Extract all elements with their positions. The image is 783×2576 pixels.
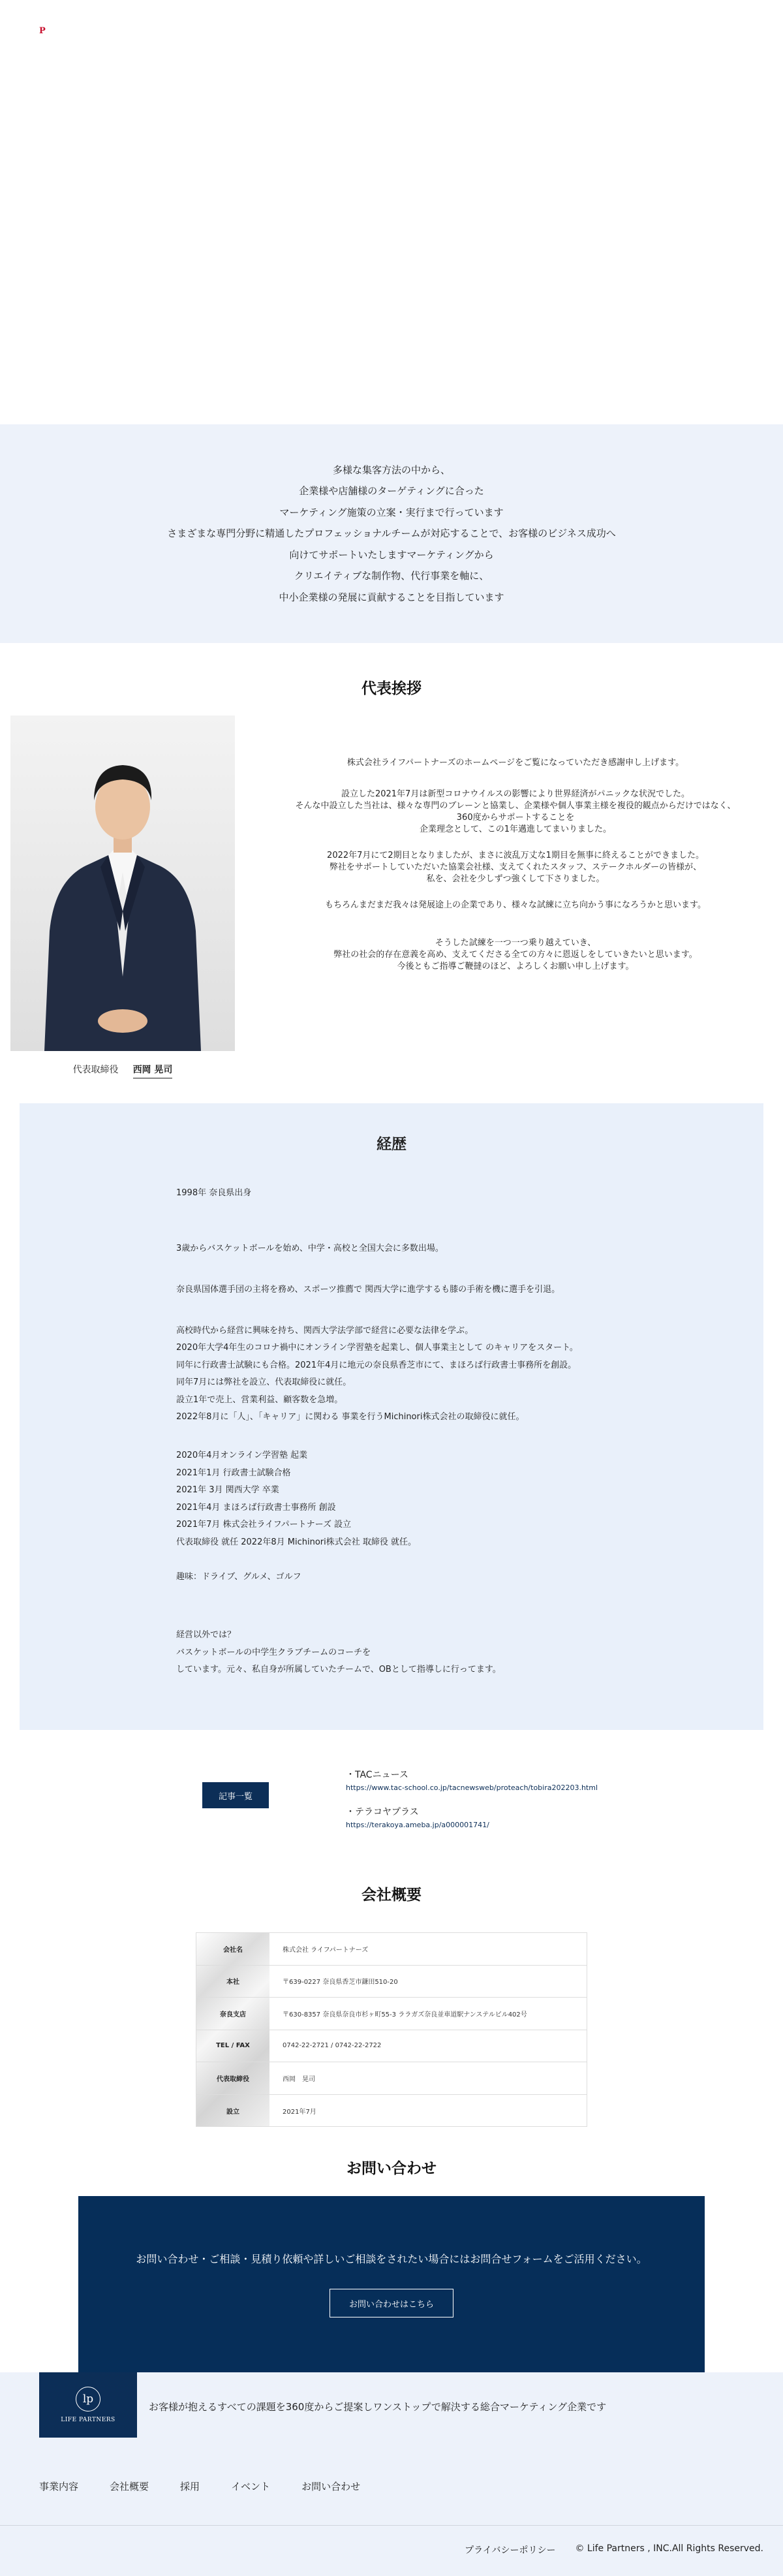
table-key: 設立 bbox=[226, 2108, 239, 2116]
career-line: 趣味：ドライブ、グルメ、ゴルフ bbox=[176, 1571, 301, 1582]
greeting-paragraph: 株式会社ライフパートナーズのホームページをご覧になっていただき感謝申し上げます。 bbox=[346, 758, 684, 768]
table-value: 〒639-0227 奈良県香芝市鎌田510-20 bbox=[283, 1979, 398, 1987]
contact-button[interactable]: お問い合わせはこちら bbox=[330, 2289, 453, 2317]
table-key: 会社名 bbox=[223, 1946, 243, 1954]
career-line: 2020年4月オンライン学習塾 起業 bbox=[176, 1451, 308, 1460]
table-value: 〒630-8357 奈良県奈良市杉ヶ町55-3 ララガズ奈良並車道駅ナンステルビル402号 bbox=[283, 2011, 527, 2018]
footer-nav-recruit[interactable]: 採用 bbox=[180, 2481, 200, 2492]
footer-bottom bbox=[465, 2543, 763, 2556]
footer-nav-contact[interactable]: お問い合わせ bbox=[301, 2481, 361, 2492]
logo-wordmark: LIFE PARTNERS bbox=[61, 2417, 115, 2423]
table-row bbox=[196, 2095, 587, 2128]
career-line: しています。元々、私自身が所属していたチームで、OBとして指導しに行ってます。 bbox=[176, 1665, 501, 1674]
table-row bbox=[196, 1998, 587, 2030]
career-line: バスケットボールの中学生クラブチームのコーチを bbox=[176, 1647, 371, 1657]
table-value: 西岡 晃司 bbox=[283, 2075, 315, 2083]
greeting-paragraph: もちろんまだまだ我々は発展途上の企業であり、様々な試練に立ち向かう事になろうかと思います。 bbox=[325, 900, 706, 910]
footer-nav-event[interactable]: イベント bbox=[231, 2481, 271, 2492]
representative-caption bbox=[10, 1063, 235, 1078]
privacy-policy-link[interactable]: プライバシーポリシー bbox=[465, 2545, 556, 2556]
mission-line: マーケティング施策の立案・実行まで行っています bbox=[279, 506, 504, 518]
logo-emblem: lp bbox=[76, 2387, 100, 2411]
news-item-title[interactable]: ・テラコヤプラス bbox=[346, 1807, 419, 1817]
footer-divider bbox=[0, 2525, 783, 2526]
career-line: 2021年4月 まほろば行政書士事務所 創設 bbox=[176, 1502, 336, 1513]
company-title: 会社概要 bbox=[361, 1887, 422, 1904]
article-list-button[interactable]: 記事一覧 bbox=[202, 1782, 269, 1808]
career-line: 2021年7月 株式会社ライフパートナーズ 設立 bbox=[176, 1520, 352, 1530]
footer-tagline: お客様が抱えるすべての課題を360度からご提案しワンストップで解決する総合マーケティング企業です bbox=[149, 2401, 607, 2413]
career-line: 代表取締役 就任 2022年8月 Michinori株式会社 取締役 就任。 bbox=[176, 1537, 416, 1547]
person-illustration bbox=[10, 715, 235, 1051]
career-line: 2022年8月に「人」、「キャリア」に関わる 事業を行うMichinori株式会社の取締役に就任。 bbox=[176, 1412, 525, 1422]
table-key: 本社 bbox=[226, 1979, 239, 1987]
career-line: 2020年大学4年生のコロナ禍中にオンライン学習塾を起業し、個人事業主として のキャリアをスタート。 bbox=[176, 1343, 578, 1353]
news-item[interactable] bbox=[346, 1805, 489, 1829]
career-line: 同年に行政書士試験にも合格。2021年4月に地元の奈良県香芝市にて、まほろば行政書士事務所を創設。 bbox=[176, 1360, 577, 1370]
table-row bbox=[196, 1933, 587, 1966]
table-key: 奈良支店 bbox=[220, 2011, 246, 2018]
greeting-paragraph: 2022年7月にて2期目となりましたが、まさに波乱万丈な1期目を無事に終えることができました。 弊社をサポートしていただいた協業会社様、支えてくれたスタッフ、ステークホルダーの皆様が、 私を、会社を少しずつ強くして下さりました。 bbox=[327, 851, 704, 884]
greeting-paragraph: そうした試練を一つ一つ乗り越えていき、 弊社の社会的存在意義を高め、支えてくださる全ての方々に恩返しをしていきたいと思います。 今後ともご指導ご鞭撻のほど、よろしくお願い申し上げます。 bbox=[333, 938, 698, 971]
footer-nav bbox=[39, 2479, 392, 2493]
greeting-paragraph: 設立した2021年7月は新型コロナウイルスの影響により世界経済がパニックな状況でした。 そんな中設立した当社は、様々な専門のブレーンと協業し、企業様や個人事業主様を複役的観点からだけではなく、 360度からサポートすることを 企業理念として、この1年邁進してまいりました。 bbox=[295, 789, 736, 834]
table-key: TEL / FAX bbox=[216, 2042, 250, 2050]
career-line: 設立1年で売上、営業利益、顧客数を急増。 bbox=[176, 1394, 343, 1405]
career-line: 同年7月には弊社を設立、代表取締役に就任。 bbox=[176, 1377, 352, 1387]
contact-title: お問い合わせ bbox=[346, 2160, 437, 2177]
mission-line: 向けてサポートいたしますマーケティングから bbox=[289, 548, 494, 561]
career-section bbox=[20, 1103, 763, 1730]
representative-photo bbox=[10, 715, 235, 1051]
table-value: 2021年7月 bbox=[283, 2108, 316, 2116]
career-line: 経営以外では？ bbox=[176, 1630, 236, 1640]
career-body bbox=[176, 1185, 711, 1679]
table-row bbox=[196, 2062, 587, 2095]
contact-message: お問い合わせ・ご相談・見積り依頼や詳しいご相談をされたい場合にはお問合せフォームをご活用ください。 bbox=[136, 2253, 647, 2265]
career-line: 1998年 奈良県出身 bbox=[176, 1188, 252, 1198]
greeting-title: 代表挨拶 bbox=[361, 680, 422, 697]
table-row bbox=[196, 2030, 587, 2063]
news-item-url[interactable]: https://terakoya.ameba.jp/a000001741/ bbox=[346, 1821, 489, 1829]
table-key: 代表取締役 bbox=[217, 2075, 249, 2083]
footer-nav-company[interactable]: 会社概要 bbox=[110, 2481, 149, 2492]
mission-line: 企業様や店舗様のターゲティングに合った bbox=[299, 485, 484, 497]
footer-logo[interactable] bbox=[39, 2372, 137, 2438]
mission-section bbox=[0, 424, 783, 643]
table-value: 0742-22-2721 / 0742-22-2722 bbox=[283, 2042, 382, 2050]
mission-line: 多様な集客方法の中から、 bbox=[332, 463, 450, 476]
news-item-title[interactable]: ・TACニュース bbox=[346, 1770, 408, 1780]
contact-banner bbox=[78, 2196, 705, 2372]
career-line: 2021年 3月 関西大学 卒業 bbox=[176, 1485, 279, 1495]
table-value: 株式会社 ライフパートナーズ bbox=[283, 1946, 369, 1954]
mission-line: 中小企業様の発展に貢献することを目指しています bbox=[279, 591, 504, 603]
news-item[interactable] bbox=[346, 1768, 598, 1792]
hero-section bbox=[0, 0, 783, 424]
footer bbox=[0, 2372, 783, 2576]
career-title: 経歴 bbox=[376, 1136, 407, 1153]
mission-line: さまざまな専門分野に精通したプロフェッショナルチームが対応することで、お客様のビジネス成功へ bbox=[167, 527, 616, 540]
header-logo[interactable]: P bbox=[39, 26, 46, 36]
career-line: 2021年1月 行政書士試験合格 bbox=[176, 1468, 291, 1478]
career-line: 奈良県国体選手団の主将を務め、スポーツ推薦で 関西大学に進学するも膝の手術を機に選手を引退。 bbox=[176, 1284, 560, 1295]
company-table bbox=[196, 1932, 587, 2127]
footer-nav-business[interactable]: 事業内容 bbox=[39, 2481, 79, 2492]
mission-line: クリエイティブな制作物、代行事業を軸に、 bbox=[294, 570, 489, 582]
greeting-message bbox=[261, 757, 770, 987]
news-item-url[interactable]: https://www.tac-school.co.jp/tacnewsweb/proteach/tobira202203.html bbox=[346, 1783, 598, 1792]
representative-role: 代表取締役 bbox=[72, 1065, 119, 1075]
copyright: © Life Partners , INC.All Rights Reserved. bbox=[575, 2543, 763, 2554]
career-line: 高校時代から経営に興味を持ち、関西大学法学部で経営に必要な法律を学ぶ。 bbox=[176, 1325, 474, 1336]
career-line: 3歳からバスケットボールを始め、中学・高校と全国大会に多数出場。 bbox=[176, 1243, 444, 1253]
table-row bbox=[196, 1966, 587, 1998]
representative-name: 西岡 晃司 bbox=[133, 1063, 173, 1078]
